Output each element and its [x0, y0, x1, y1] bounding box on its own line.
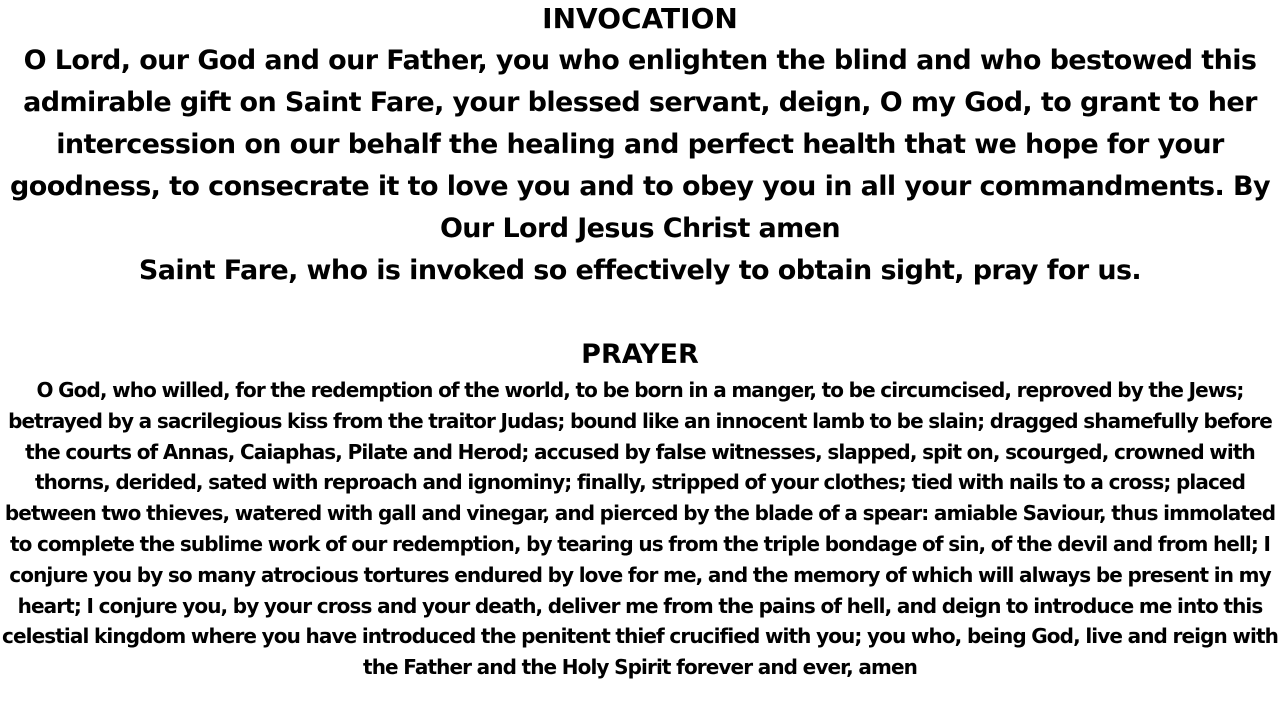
prayer-title: PRAYER	[581, 339, 699, 370]
invocation-closing-line: Saint Fare, who is invoked so effectively to obtain sight, pray for us.	[138, 255, 1142, 286]
invocation-text: O Lord, our God and our Father, you who enlighten the blind and who bestowed this admirable gift on Saint Fare, your blessed servant, deign, O my God, to grant to her intercession on our behalf the healing and perfect health that we hope for your goodness, to consecrate it to love you and to obey you in all your commandments. By Our Lord Jesus Christ amen	[10, 45, 1270, 244]
invocation-title: INVOCATION	[542, 2, 738, 35]
prayer-text: O God, who willed, for the redemption of the world, to be born in a manger, to be circumcised, reproved by the Jews; betrayed by a sacrilegious kiss from the traitor Judas; bound like an innocent lamb to be slain; dragged shamefully before the courts of Annas, Caiaphas, Pilate and Herod; accused by false witnesses, slapped, spit on, scourged, crowned with thorns, derided, sated with reproach and ignominy; finally, stripped of your clothes; tied with nails to a cross; placed between two thieves, watered with gall and vinegar, and pierced by the blade of a spear: amiable Saviour, thus immolated to complete the sublime work of our redemption, by tearing us from the triple bondage of sin, of the devil and from hell; I conjure you by so many atrocious tortures endured by love for me, and the memory of which will always be present in my heart; I conjure you, by your cross and your death, deliver me from the pains of hell, and deign to introduce me into this celestial kingdom where you have introduced the penitent thief crucified with you; you who, being God, live and reign with the Father and the Holy Spirit forever and ever, amen	[2, 378, 1278, 680]
